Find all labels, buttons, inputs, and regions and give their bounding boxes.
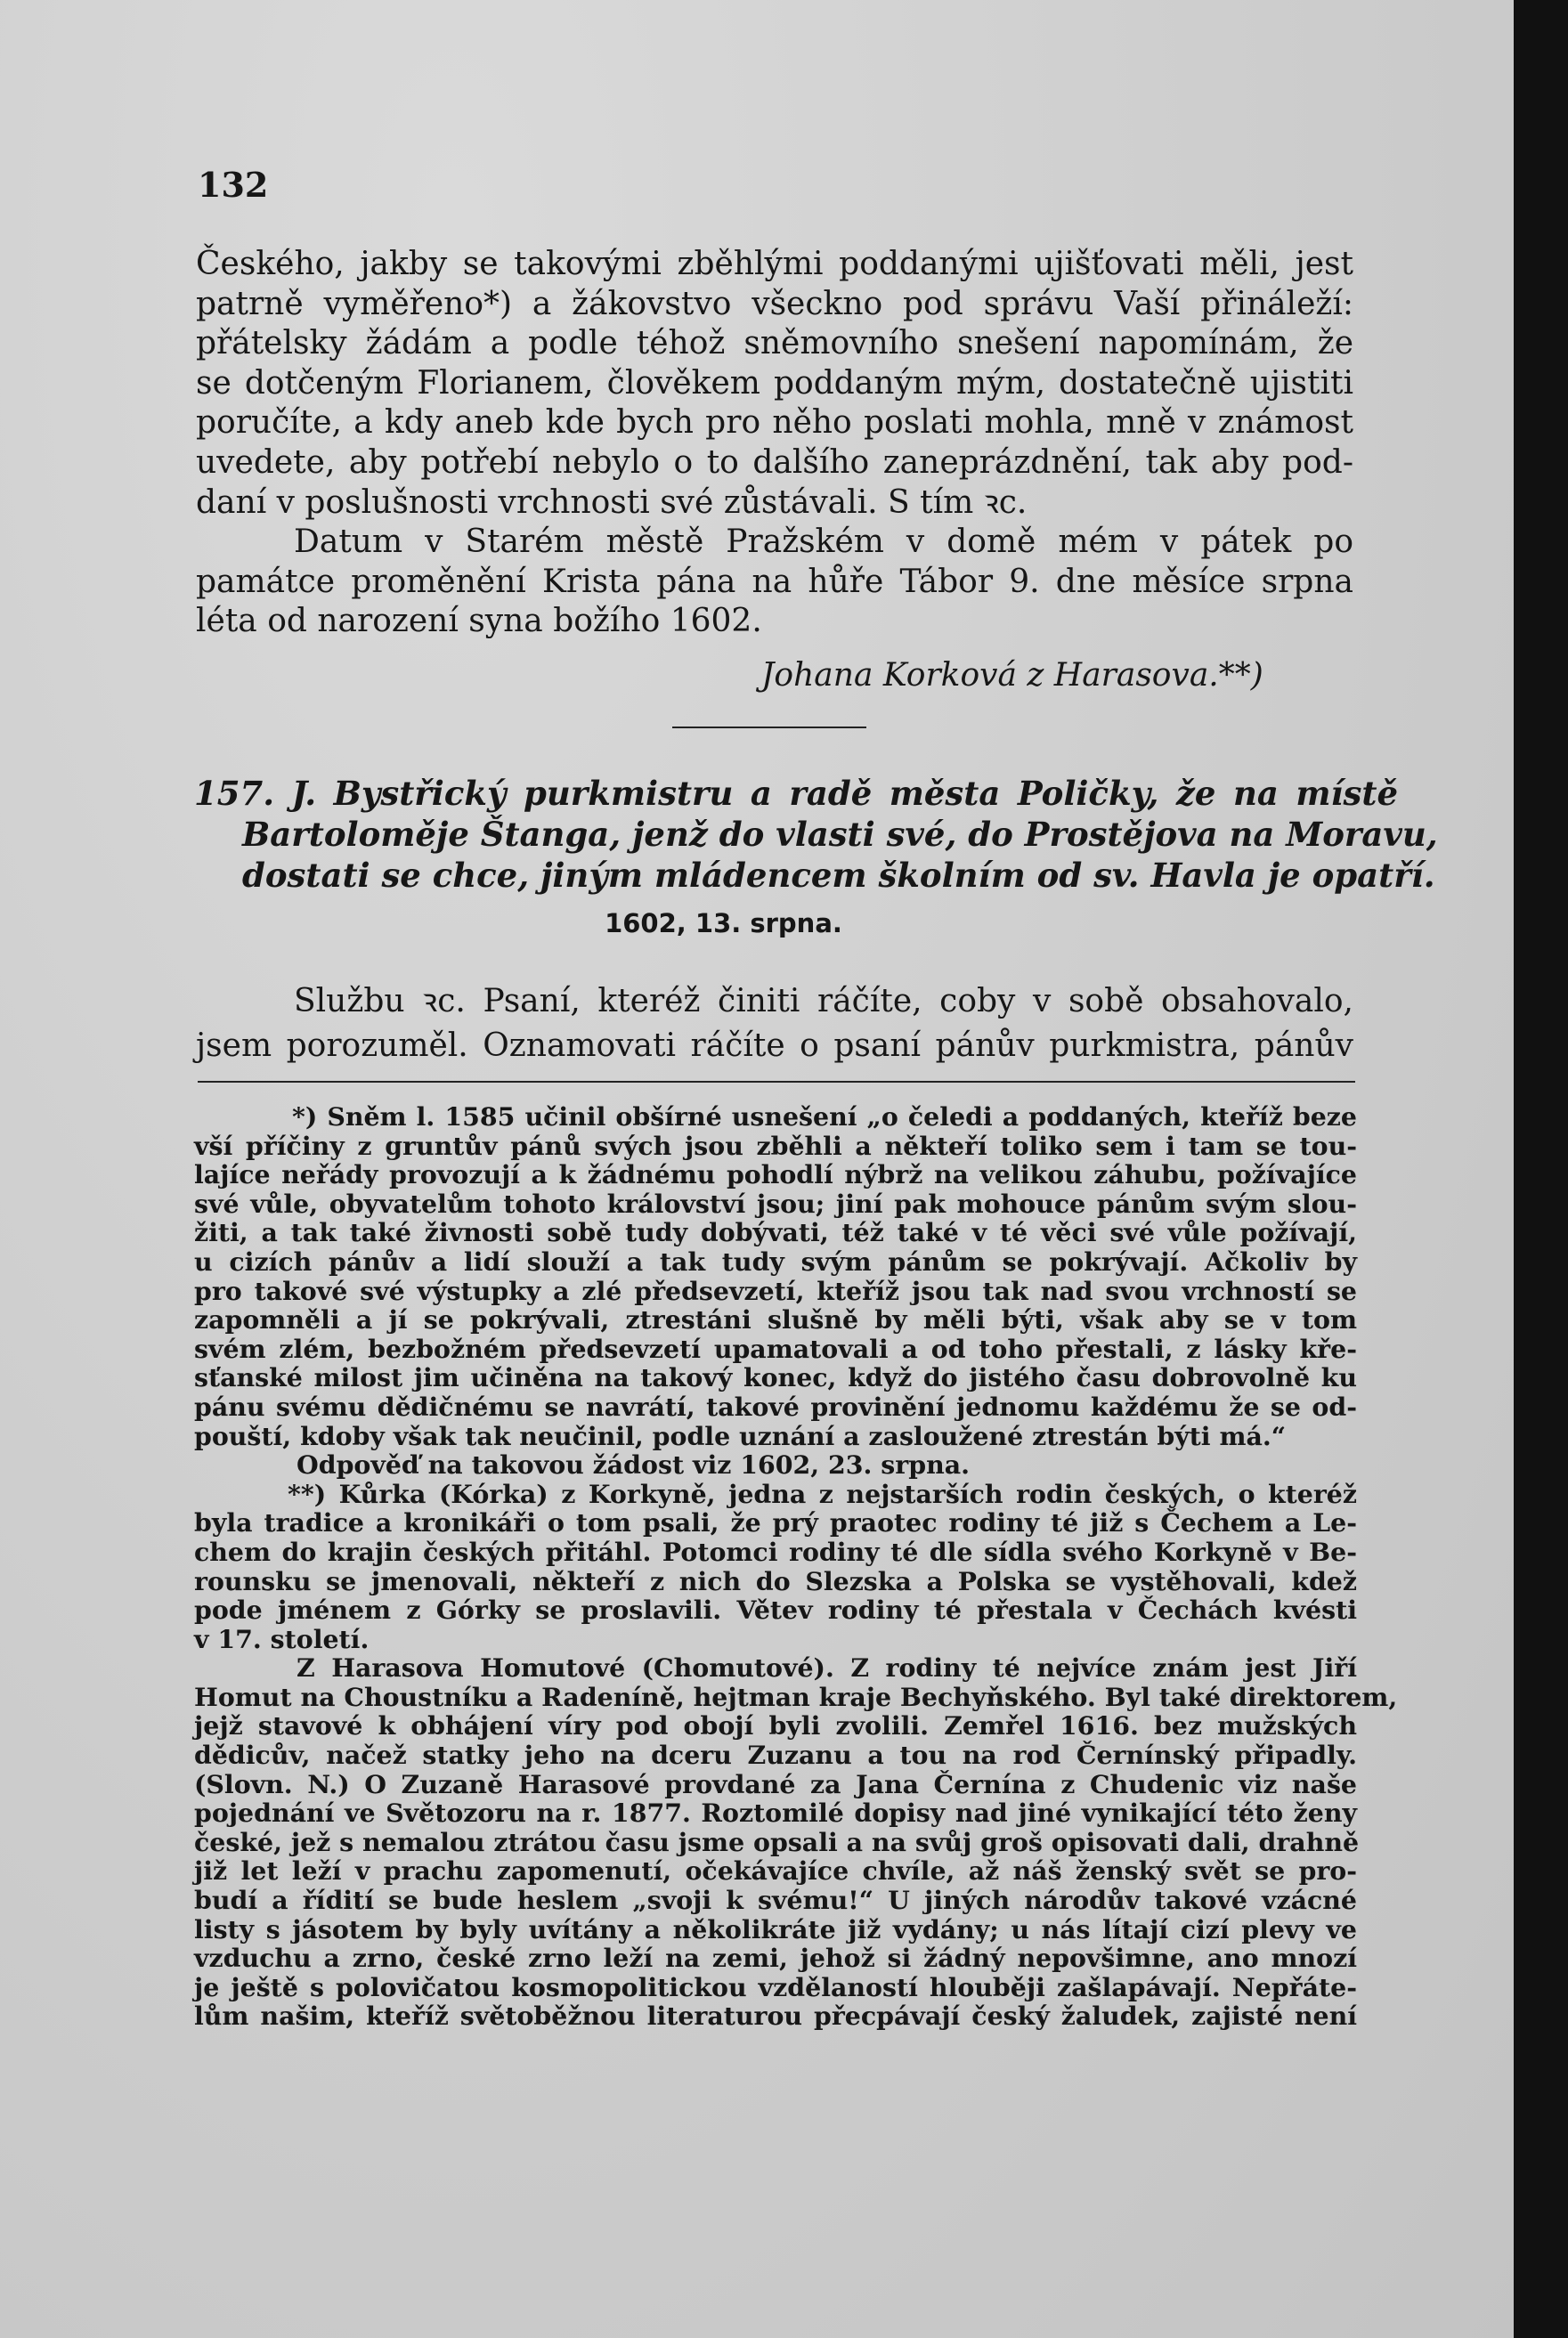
text-line: Datum v Starém městě Pražském v domě mém v pátek po [294,524,1353,561]
footnote-line: české, jež s nemalou ztrátou času jsme opsali a na svůj groš opisovati dali, drahně [194,1826,1360,1857]
footnote-line: budí a řídití se bude heslem „svoji k svému!“ U jiných národův takové vzácné [194,1885,1357,1916]
footnote-line: lům našim, kteříž světoběžnou literaturou přecpávají český žaludek, zajisté není [194,2001,1357,2032]
text-line: daní v poslušnosti vrchnosti své zůstávali. S tím ꝛc. [196,483,1028,521]
scan-dark-edge [1514,0,1568,2338]
signature: Johana Korková z Harasova.**) [761,657,1263,694]
text-line: Českého, jakby se takovými zběhlými poddanými ujišťovati měli, jest [196,246,1353,282]
text-line: Službu ꝛc. Psaní, kteréž činiti ráčíte, coby v sobě obsahovalo, [294,983,1353,1019]
footnote-line: pouští, kdoby však tak neučinil, podle uznání a zasloužené ztrestán býti má.“ [194,1420,1287,1451]
footnote-line: již let leží v prachu zapomenutí, očekávajíce chvíle, až náš ženský svět se pro- [194,1855,1357,1887]
text-line: poručíte, a kdy aneb kde bych pro něho poslati mohla, mně v známost [196,404,1353,442]
footnote-line: pánu svému dědičnému se navrátí, takové provinění jednomu každému že se od- [194,1391,1357,1422]
text-line: léta od narození syna božího 1602. [196,603,762,640]
text-line: se dotčeným Florianem, člověkem poddaným mým, dostatečně ujistiti [196,364,1353,402]
footnote-line: je ještě s polovičatou kosmopolitickou vzdělaností hlouběji zašlapávají. Nepřáte- [194,1971,1357,2002]
footnote-line: Z Harasova Homutové (Chomutové). Z rodiny té nejvíce znám jest Jiří [297,1652,1357,1684]
footnote-line: Odpověď na takovou žádost viz 1602, 23. srpna. [297,1449,971,1481]
footnote-line: lajíce neřády provozují a k žádnému pohodlí nýbrž na velikou záhubu, požívajíce [194,1159,1357,1190]
section-divider [672,727,866,728]
footnote-line: **) Kůrka (Kórka) z Korkyně, jedna z nejstarších rodin českých, o kteréž [288,1478,1357,1509]
footnote-line: svém zlém, bezbožném předsevzetí upamatovali a od toho přestali, z lásky kře- [194,1333,1357,1364]
footnote-line: pode jménem z Górky se proslavili. Větev rodiny té přestala v Čechách kvésti [194,1595,1357,1626]
heading-line: dostati se chce, jiným mládencem školním od sv. Havla je opatří. [242,856,1435,895]
footnote-line: pojednání ve Světozoru na r. 1877. Roztomilé dopisy nad jiné vynikající této ženy [194,1798,1357,1829]
body-text [196,979,1353,1068]
text-line: památce proměnění Krista pána na hůře Tábor 9. dne měsíce srpna [196,563,1353,600]
footnote-line: žiti, a tak také živnosti sobě tudy dobývati, též také v té věci své vůle požívají, [194,1217,1357,1248]
footnote-line: byla tradice a kronikáři o tom psali, že prý praotec rodiny té již s Čechem a Le- [194,1507,1357,1538]
footnote-line: pro takové své výstupky a zlé předsevzetí, kteříž jsou tak nad svou vrchností se [194,1275,1357,1306]
footnote-divider [198,1081,1355,1083]
page-number: 132 [198,165,269,205]
footnote-line: rounsku se jmenovali, někteří z nich do Slezska a Polska se vystěhovali, kdež [194,1565,1357,1596]
footnote-line: Homut na Choustníku a Radeníně, hejtman kraje Bechyňského. Byl také direktorem, [194,1681,1398,1712]
footnote-line: (Slovn. N.) O Zuzaně Harasové provdané za Jana Černína z Chudenic viz naše [194,1768,1357,1799]
footnotes [194,1101,1398,2032]
footnote-line: dědicův, načež statky jeho na dceru Zuzanu a tou na rod Černínský připadly. [194,1740,1357,1771]
text-line: patrně vyměřeno*) a žákovstvo všeckno pod správu Vaší přináleží: [196,285,1353,322]
heading-date: 1602, 13. srpna. [605,908,842,938]
footnote-line: vší příčiny z gruntův pánů svých jsou zběhli a někteří toliko sem i tam se tou- [194,1130,1357,1161]
footnote-line: jejž stavové k obhájení víry pod obojí byli zvolili. Zemřel 1616. bez mužských [194,1710,1357,1741]
letter-text [196,245,1353,642]
footnote-line: u cizích pánův a lidí slouží a tak tudy svým pánům se pokrývají. Ačkoliv by [194,1246,1357,1277]
footnote-line: chem do krajin českých přitáhl. Potomci rodiny té dle sídla svého Korkyně v Be- [194,1536,1357,1567]
text-line: uvedete, aby potřebí nebylo o to dalšího zaneprázdnění, tak aby pod- [196,443,1353,481]
text-line: jsem porozuměl. Oznamovati ráčíte o psaní pánův purkmistra, pánův [196,1027,1353,1064]
footnote-line: vzduchu a zrno, české zrno leží na zemi, jehož si žádný nepovšimne, ano mnozí [194,1943,1357,1974]
heading-line: 157. J. Bystřický purkmistru a radě města Poličky, že na místě [194,774,1398,813]
text-line: přátelsky žádám a podle téhož sněmovního snešení napomínám, že [196,325,1353,362]
footnote-line: listy s jásotem by byly uvítány a několikráte již vydány; u nás lítají cizí plevy ve [194,1913,1357,1944]
footnote-line: zapomněli a jí se pokrývali, ztrestáni slušně by měli býti, však aby se v tom [194,1304,1357,1335]
footnote-line: *) Sněm l. 1585 učinil obšírné usnešení „o čeledi a poddaných, kteříž beze [292,1101,1357,1132]
footnote-line: své vůle, obyvatelům tohoto království jsou; jiní pak mohouce pánům svým slou- [194,1188,1357,1219]
heading-line: Bartoloměje Štanga, jenž do vlasti své, do Prostějova na Moravu, [242,815,1438,854]
document-heading [194,773,1438,896]
footnote-line: sťanské milost jim učiněna na takový konec, když do jistého času dobrovolně ku [194,1362,1357,1393]
footnote-line: v 17. století. [194,1623,370,1654]
